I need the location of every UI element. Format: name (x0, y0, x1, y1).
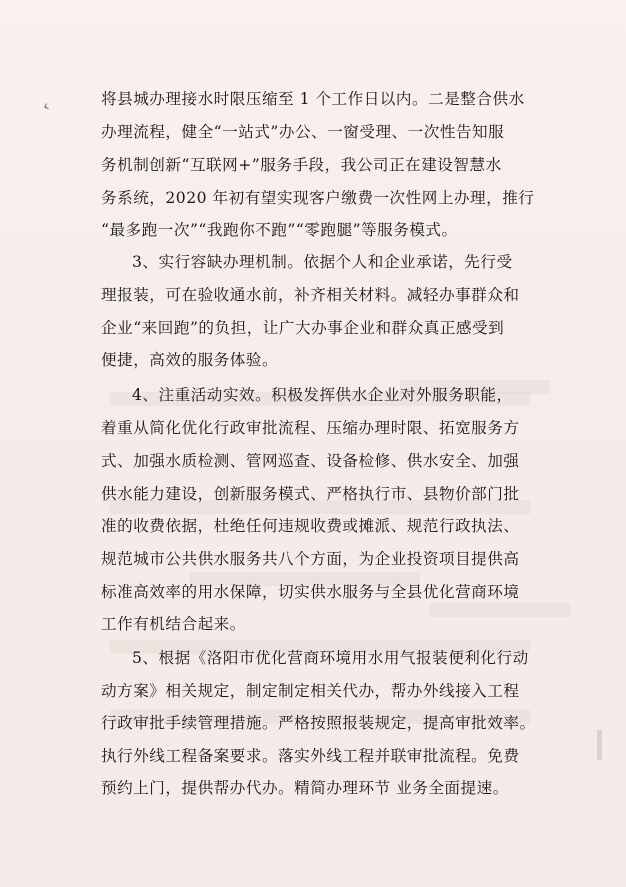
text-line-22: 预约上门，提供帮办代办。精简办理环节 业务全面提速。 (101, 779, 509, 797)
text-line-7: 理报装，可在验收通水前，补齐相关材料。减轻办事群众和 (101, 286, 520, 304)
scan-artifact (597, 730, 602, 760)
text-line-6: 3、实行容缺办理机制。依据个人和企业承诺，先行受 (132, 253, 513, 271)
text-line-2: 办理流程，健全“一站式”办公、一窗受理、一次性告知服 (101, 123, 505, 141)
text-line-4: 务系统，2020 年初有望实现客户缴费一次性网上办理，推行 (101, 189, 535, 207)
text-line-10: 4、注重活动实效。积极发挥供水企业对外服务职能， (132, 386, 513, 404)
text-line-9: 便捷，高效的服务体验。 (101, 351, 279, 369)
text-line-12: 式、加强水质检测、管网巡查、设备检修、供水安全、加强 (101, 452, 520, 470)
text-line-19: 动方案》相关规定，制定制定相关代办，帮办外线接入工程 (101, 682, 520, 700)
text-line-8: 企业“来回跑”的负担，让广大办事企业和群众真正感受到 (101, 319, 505, 337)
text-line-20: 行政审批手续管理措施。严格按照报装规定，提高审批效率。 (101, 714, 536, 732)
text-line-3: 务机制创新“互联网+”服务手段，我公司正在建设智慧水 (101, 156, 502, 174)
text-line-14: 准的收费依据，杜绝任何违规收费或摊派、规范行政执法、 (101, 517, 520, 535)
text-line-18: 5、根据《洛阳市优化营商环境用水用气报装便利化行动 (132, 649, 529, 667)
text-line-1: 将县城办理接水时限压缩至 1 个工作日以内。二是整合供水 (101, 90, 525, 108)
text-line-11: 着重从简化优化行政审批流程、压缩办理时限、拓宽服务方 (101, 419, 520, 437)
bleedthrough-line (430, 603, 570, 617)
text-line-5: “最多跑一次”“我跑你不跑”“零跑腿”等服务模式。 (101, 221, 458, 239)
margin-mark: ‹ (40, 96, 52, 116)
text-line-13: 供水能力建设，创新服务模式、严格执行市、县物价部门批 (101, 485, 520, 503)
text-line-15: 规范城市公共供水服务共八个方面，为企业投资项目提供高 (101, 550, 520, 568)
text-line-17: 工作有机结合起来。 (101, 615, 246, 633)
text-line-21: 执行外线工程备案要求。落实外线工程并联审批流程。免费 (101, 747, 520, 765)
text-line-16: 标准高效率的用水保障，切实供水服务与全县优化营商环境 (101, 583, 520, 601)
